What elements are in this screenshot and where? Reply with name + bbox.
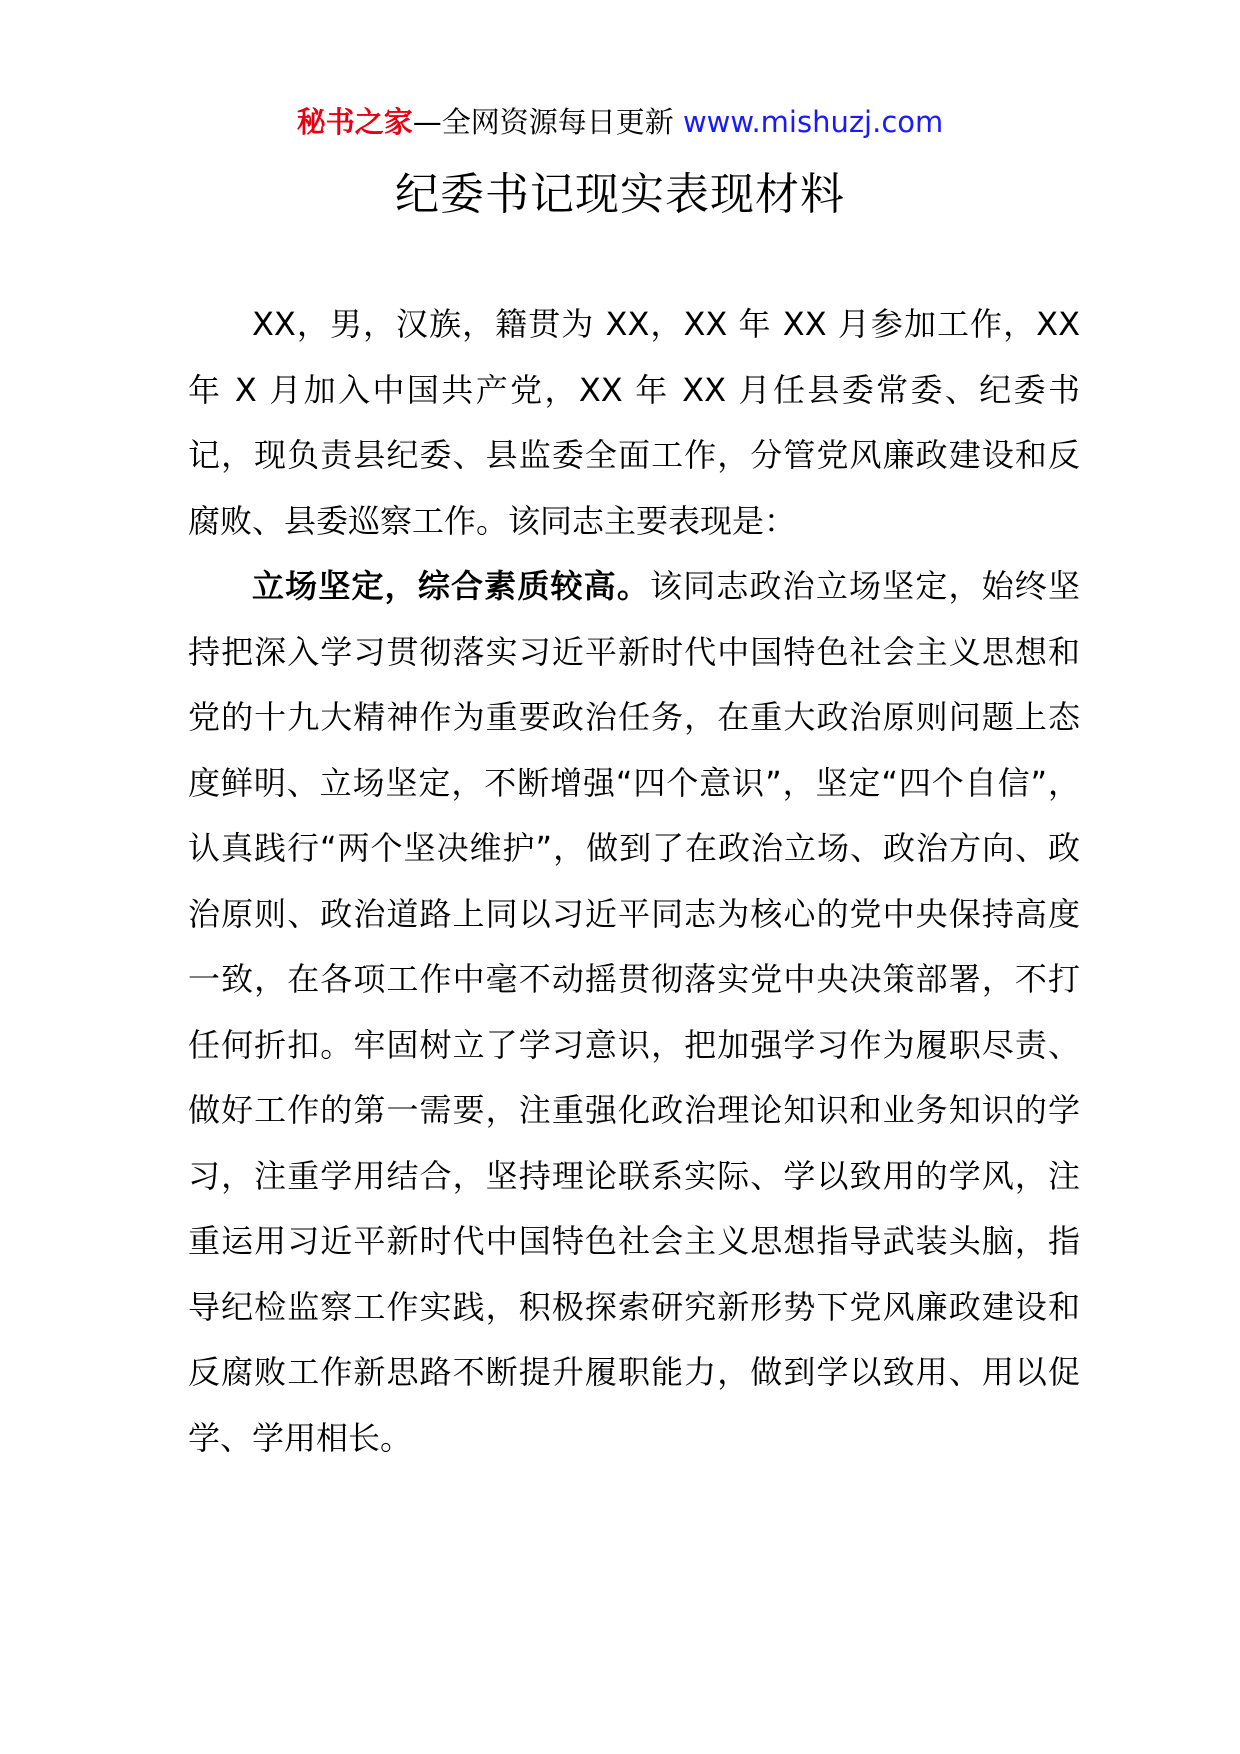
paragraph-stance	[188, 554, 1080, 1471]
paragraph-stance-lead: 立场坚定，综合素质较高。	[252, 567, 650, 605]
site-brand: 秘书之家	[296, 105, 413, 139]
document-body	[188, 292, 1080, 1471]
site-header	[0, 102, 1240, 142]
site-slogan: —全网资源每日更新	[412, 105, 683, 139]
document-title: 纪委书记现实表现材料	[395, 169, 845, 220]
paragraph-stance-text: 该同志政治立场坚定，始终坚持把深入学习贯彻落实习近平新时代中国特色社会主义思想和党的十九大精神作为重要政治任务，在重大政治原则问题上态度鲜明、立场坚定，不断增强“四个意识”，坚定“四个自信”，认真践行“两个坚决维护”，做到了在政治立场、政治方向、政治原则、政治道路上同以习近平同志为核心的党中央保持高度一致，在各项工作中毫不动摇贯彻落实党中央决策部署，不打任何折扣。牢固树立了学习意识，把加强学习作为履职尽责、做好工作的第一需要，注重强化政治理论知识和业务知识的学习，注重学用结合，坚持理论联系实际、学以致用的学风，注重运用习近平新时代中国特色社会主义思想指导武装头脑，指导纪检监察工作实践，积极探索研究新形势下党风廉政建设和反腐败工作新思路不断提升履职能力，做到学以致用、用以促学、学用相长。	[188, 567, 1080, 1457]
paragraph-intro	[188, 292, 1080, 554]
site-url-link[interactable]: www.mishuzj.com	[682, 105, 944, 139]
paragraph-intro-text: XX，男，汉族，籍贯为 XX，XX 年 XX 月参加工作，XX 年 X 月加入中国共产党，XX 年 XX 月任县委常委、纪委书记，现负责县纪委、县监委全面工作，分管党风廉政建设和反腐败、县委巡察工作。该同志主要表现是：	[188, 305, 1080, 540]
